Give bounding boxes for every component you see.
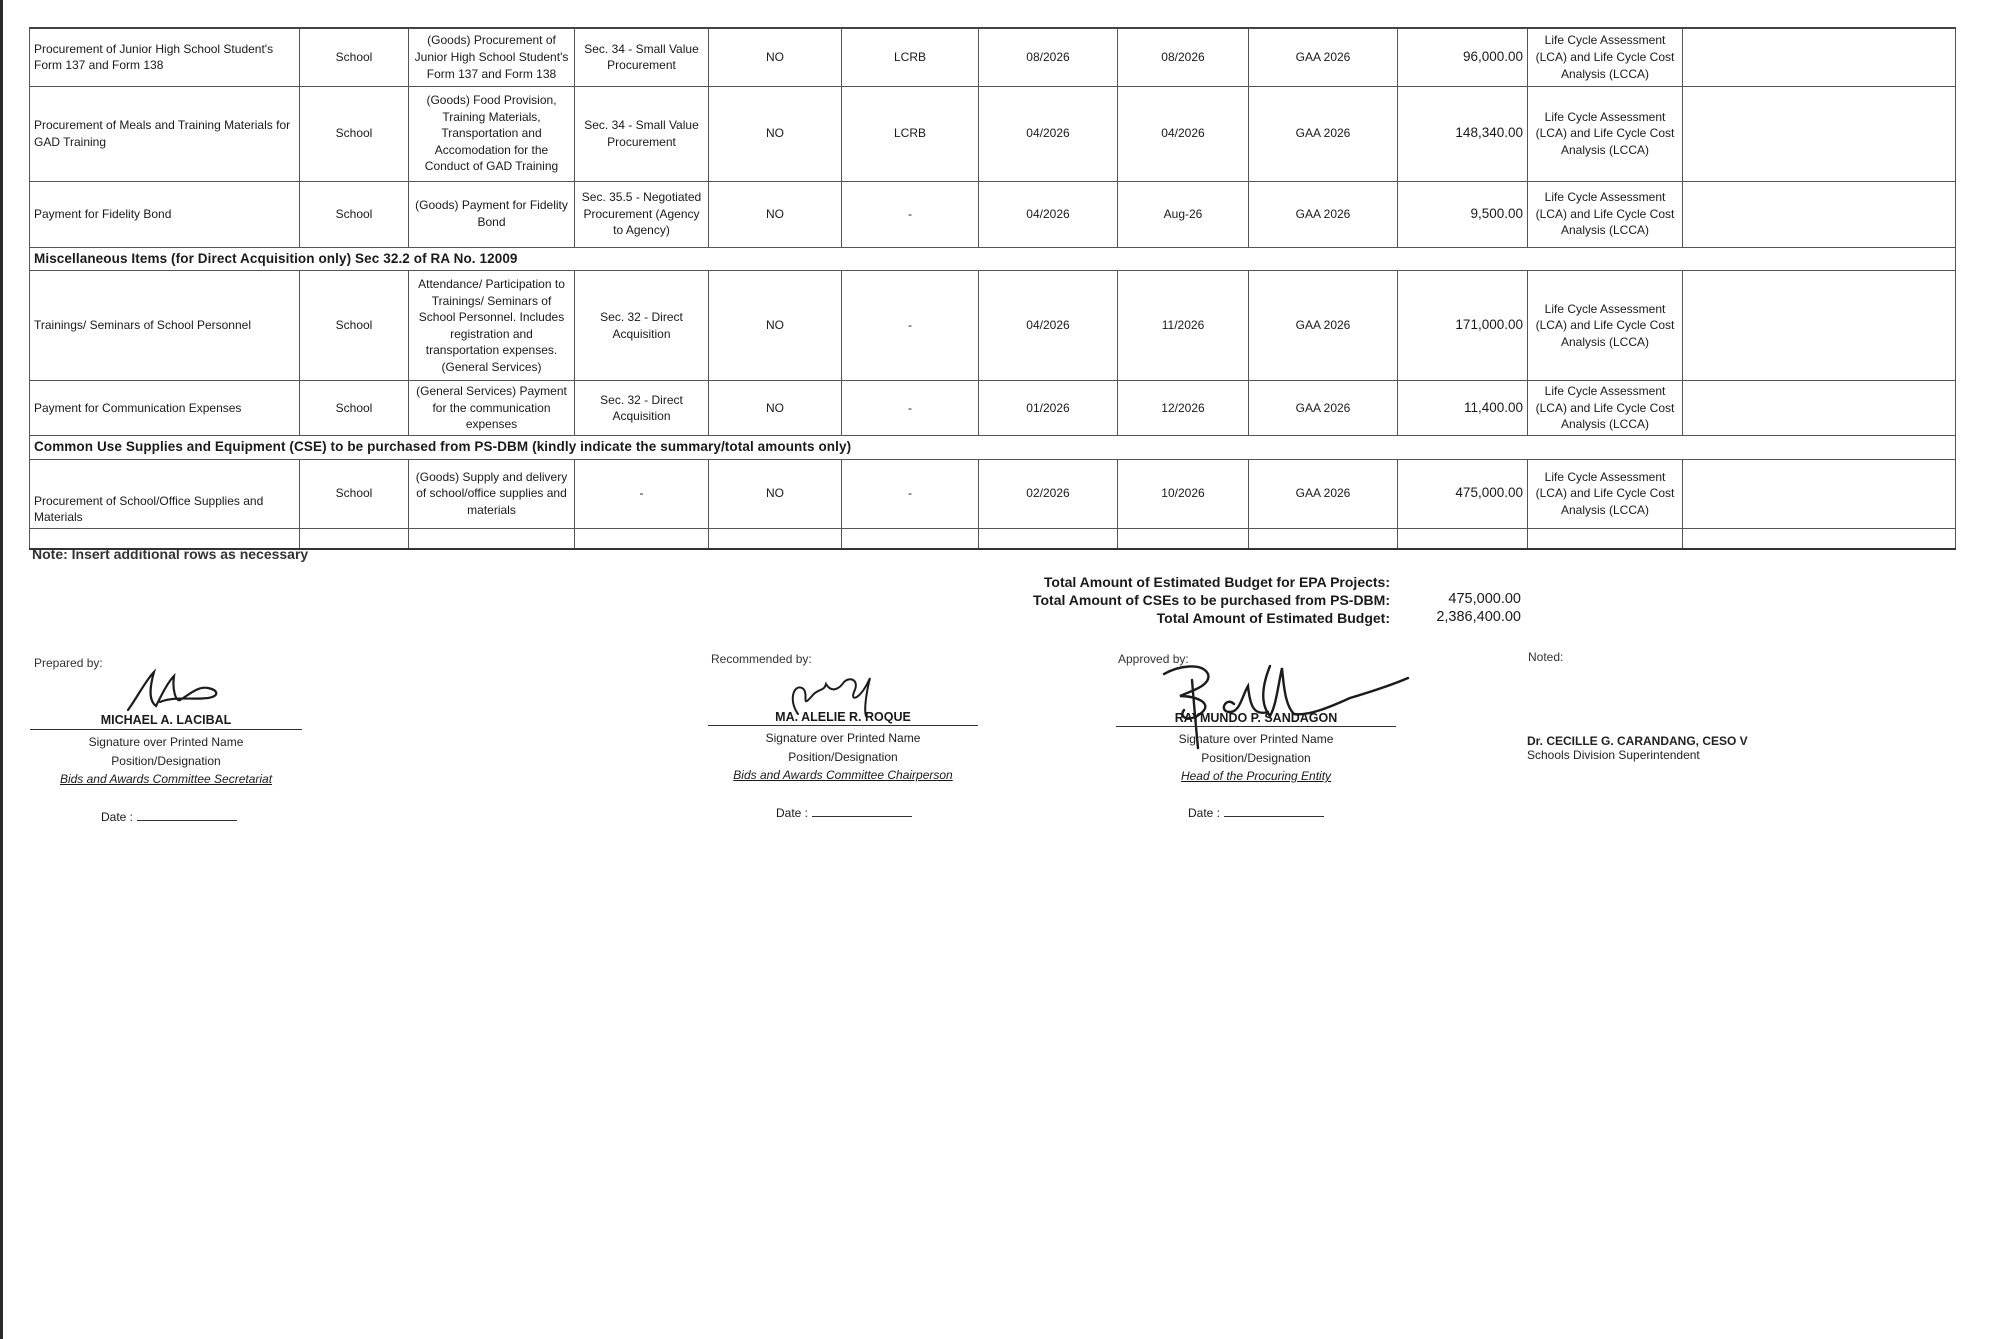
early-procurement-cell: NO <box>709 28 842 86</box>
noted-name: Dr. CECILLE G. CARANDANG, CESO V <box>1527 734 1748 748</box>
end-date-cell: Aug-26 <box>1118 181 1249 247</box>
date-label: Date : <box>776 806 809 820</box>
posting-cell: - <box>842 271 979 381</box>
epa-total-label: Total Amount of Estimated Budget for EPA Projects: <box>1043 574 1390 590</box>
end-user-cell: School <box>300 181 409 247</box>
posting-cell: LCRB <box>842 28 979 86</box>
noted-title: Schools Division Superintendent <box>1527 748 1700 762</box>
date-blank <box>1224 816 1324 817</box>
grand-total-value: 2,386,400.00 <box>1436 609 1521 625</box>
end-date-cell: 11/2026 <box>1118 271 1249 381</box>
project-cell: Payment for Fidelity Bond <box>30 181 300 247</box>
section-header-misc: Miscellaneous Items (for Direct Acquisition only) Sec 32.2 of RA No. 12009 <box>30 247 1956 271</box>
extra-cell <box>1683 28 1956 86</box>
approved-by-role: Head of the Procuring Entity <box>1180 769 1332 783</box>
section-row <box>30 247 1956 271</box>
fund-source-cell: GAA 2026 <box>1249 271 1398 381</box>
noted-caption: Noted: <box>1528 650 1564 664</box>
project-type-cell: (Goods) Payment for Fidelity Bond <box>409 181 575 247</box>
amount-cell: 9,500.00 <box>1398 181 1528 247</box>
cse-total-label: Total Amount of CSEs to be purchased from PS-DBM: <box>1032 592 1390 608</box>
approved-by-caption: Approved by: <box>1118 652 1189 666</box>
project-cell: Procurement of Junior High School Student's Form 137 and Form 138 <box>30 28 300 86</box>
end-user-cell <box>300 528 409 549</box>
remarks-cell: Life Cycle Assessment (LCA) and Life Cycle Cost Analysis (LCCA) <box>1528 181 1683 247</box>
start-date-cell: 01/2026 <box>979 381 1118 436</box>
end-date-cell: 12/2026 <box>1118 381 1249 436</box>
extra-cell <box>1683 459 1956 528</box>
extra-cell <box>1683 528 1956 549</box>
date-blank <box>137 820 237 821</box>
end-user-cell: School <box>300 28 409 86</box>
page-left-edge <box>0 0 3 1339</box>
approved-by-date <box>1188 806 1324 820</box>
end-user-cell: School <box>300 271 409 381</box>
recommended-by-date <box>776 806 912 820</box>
recommended-by-signature-line <box>708 725 978 726</box>
start-date-cell: 04/2026 <box>979 86 1118 181</box>
signature-scribble-prepared <box>120 666 230 718</box>
project-cell: Trainings/ Seminars of School Personnel <box>30 271 300 381</box>
table-row <box>30 28 1956 86</box>
procurement-mode-cell: Sec. 34 - Small Value Procurement <box>575 28 709 86</box>
project-type-cell: (General Services) Payment for the communication expenses <box>409 381 575 436</box>
end-user-cell: School <box>300 86 409 181</box>
start-date-cell: 04/2026 <box>979 271 1118 381</box>
project-cell: Procurement of Meals and Training Materials for GAD Training <box>30 86 300 181</box>
prepared-by-caption: Prepared by: <box>34 656 103 670</box>
app-table <box>29 27 1956 550</box>
table-row <box>30 86 1956 181</box>
start-date-cell: 04/2026 <box>979 181 1118 247</box>
early-procurement-cell: NO <box>709 181 842 247</box>
procurement-mode-cell: Sec. 34 - Small Value Procurement <box>575 86 709 181</box>
fund-source-cell: GAA 2026 <box>1249 459 1398 528</box>
amount-cell <box>1398 528 1528 549</box>
amount-cell: 96,000.00 <box>1398 28 1528 86</box>
table-row-blank <box>30 528 1956 549</box>
fund-source-cell: GAA 2026 <box>1249 28 1398 86</box>
remarks-cell: Life Cycle Assessment (LCA) and Life Cycle Cost Analysis (LCCA) <box>1528 381 1683 436</box>
project-cell: Payment for Communication Expenses <box>30 381 300 436</box>
table-row <box>30 181 1956 247</box>
project-type-cell: (Goods) Food Provision, Training Materials, Transportation and Accomodation for the Conduct of GAD Training <box>409 86 575 181</box>
procurement-mode-cell: Sec. 32 - Direct Acquisition <box>575 381 709 436</box>
early-procurement-cell <box>709 528 842 549</box>
project-type-cell: Attendance/ Participation to Trainings/ Seminars of School Personnel. Includes registration and transportation expenses. (General Services) <box>409 271 575 381</box>
end-date-cell: 08/2026 <box>1118 28 1249 86</box>
remarks-cell: Life Cycle Assessment (LCA) and Life Cycle Cost Analysis (LCCA) <box>1528 459 1683 528</box>
project-type-cell: (Goods) Supply and delivery of school/office supplies and materials <box>409 459 575 528</box>
project-type-cell: (Goods) Procurement of Junior High School Student's Form 137 and Form 138 <box>409 28 575 86</box>
extra-cell <box>1683 381 1956 436</box>
extra-cell <box>1683 181 1956 247</box>
approved-by-signature-line <box>1116 726 1396 727</box>
recommended-by-name: MA. ALELIE R. ROQUE <box>775 710 911 724</box>
start-date-cell: 02/2026 <box>979 459 1118 528</box>
remarks-cell: Life Cycle Assessment (LCA) and Life Cycle Cost Analysis (LCCA) <box>1528 28 1683 86</box>
fund-source-cell: GAA 2026 <box>1249 86 1398 181</box>
end-user-cell: School <box>300 459 409 528</box>
extra-cell <box>1683 271 1956 381</box>
date-label: Date : <box>1188 806 1221 820</box>
extra-cell <box>1683 86 1956 181</box>
early-procurement-cell: NO <box>709 271 842 381</box>
procurement-mode-cell: Sec. 35.5 - Negotiated Procurement (Agency to Agency) <box>575 181 709 247</box>
recommended-by-line2: Position/Designation <box>788 750 898 764</box>
table-row <box>30 271 1956 381</box>
amount-cell: 11,400.00 <box>1398 381 1528 436</box>
procurement-mode-cell: - <box>575 459 709 528</box>
posting-cell: - <box>842 381 979 436</box>
approved-by-line1: Signature over Printed Name <box>1178 732 1334 746</box>
early-procurement-cell: NO <box>709 381 842 436</box>
cse-total-value: 475,000.00 <box>1448 591 1521 607</box>
end-date-cell: 10/2026 <box>1118 459 1249 528</box>
recommended-by-role: Bids and Awards Committee Chairperson <box>733 768 953 782</box>
start-date-cell <box>979 528 1118 549</box>
procurement-mode-cell: Sec. 32 - Direct Acquisition <box>575 271 709 381</box>
date-blank <box>812 816 912 817</box>
note-text: Note: Insert additional rows as necessary <box>32 546 309 562</box>
end-date-cell <box>1118 528 1249 549</box>
posting-cell: LCRB <box>842 86 979 181</box>
posting-cell <box>842 528 979 549</box>
fund-source-cell: GAA 2026 <box>1249 181 1398 247</box>
start-date-cell: 08/2026 <box>979 28 1118 86</box>
date-label: Date : <box>101 810 134 824</box>
section-row <box>30 436 1956 460</box>
prepared-by-line2: Position/Designation <box>111 754 221 768</box>
end-user-cell: School <box>300 381 409 436</box>
prepared-by-signature-line <box>30 729 302 730</box>
grand-total-label: Total Amount of Estimated Budget: <box>1156 610 1390 626</box>
project-cell: Procurement of School/Office Supplies and Materials <box>30 459 300 528</box>
prepared-by-line1: Signature over Printed Name <box>88 735 244 749</box>
procurement-mode-cell <box>575 528 709 549</box>
amount-cell: 475,000.00 <box>1398 459 1528 528</box>
fund-source-cell: GAA 2026 <box>1249 381 1398 436</box>
early-procurement-cell: NO <box>709 459 842 528</box>
posting-cell: - <box>842 181 979 247</box>
fund-source-cell <box>1249 528 1398 549</box>
early-procurement-cell: NO <box>709 86 842 181</box>
prepared-by-name: MICHAEL A. LACIBAL <box>100 713 232 727</box>
approved-by-line2: Position/Designation <box>1201 751 1311 765</box>
end-date-cell: 04/2026 <box>1118 86 1249 181</box>
amount-cell: 148,340.00 <box>1398 86 1528 181</box>
table-row <box>30 459 1956 528</box>
recommended-by-caption: Recommended by: <box>711 652 812 666</box>
approved-by-name: RAYMUNDO P. SANDAGON <box>1174 711 1338 725</box>
amount-cell: 171,000.00 <box>1398 271 1528 381</box>
table-row <box>30 381 1956 436</box>
posting-cell: - <box>842 459 979 528</box>
prepared-by-date <box>101 810 237 824</box>
remarks-cell: Life Cycle Assessment (LCA) and Life Cycle Cost Analysis (LCCA) <box>1528 86 1683 181</box>
remarks-cell <box>1528 528 1683 549</box>
prepared-by-role: Bids and Awards Committee Secretariat <box>59 772 273 786</box>
recommended-by-line1: Signature over Printed Name <box>765 731 921 745</box>
remarks-cell: Life Cycle Assessment (LCA) and Life Cycle Cost Analysis (LCCA) <box>1528 271 1683 381</box>
project-type-cell <box>409 528 575 549</box>
section-header-cse: Common Use Supplies and Equipment (CSE) to be purchased from PS-DBM (kindly indicate the summary/total amounts only) <box>30 436 1956 460</box>
